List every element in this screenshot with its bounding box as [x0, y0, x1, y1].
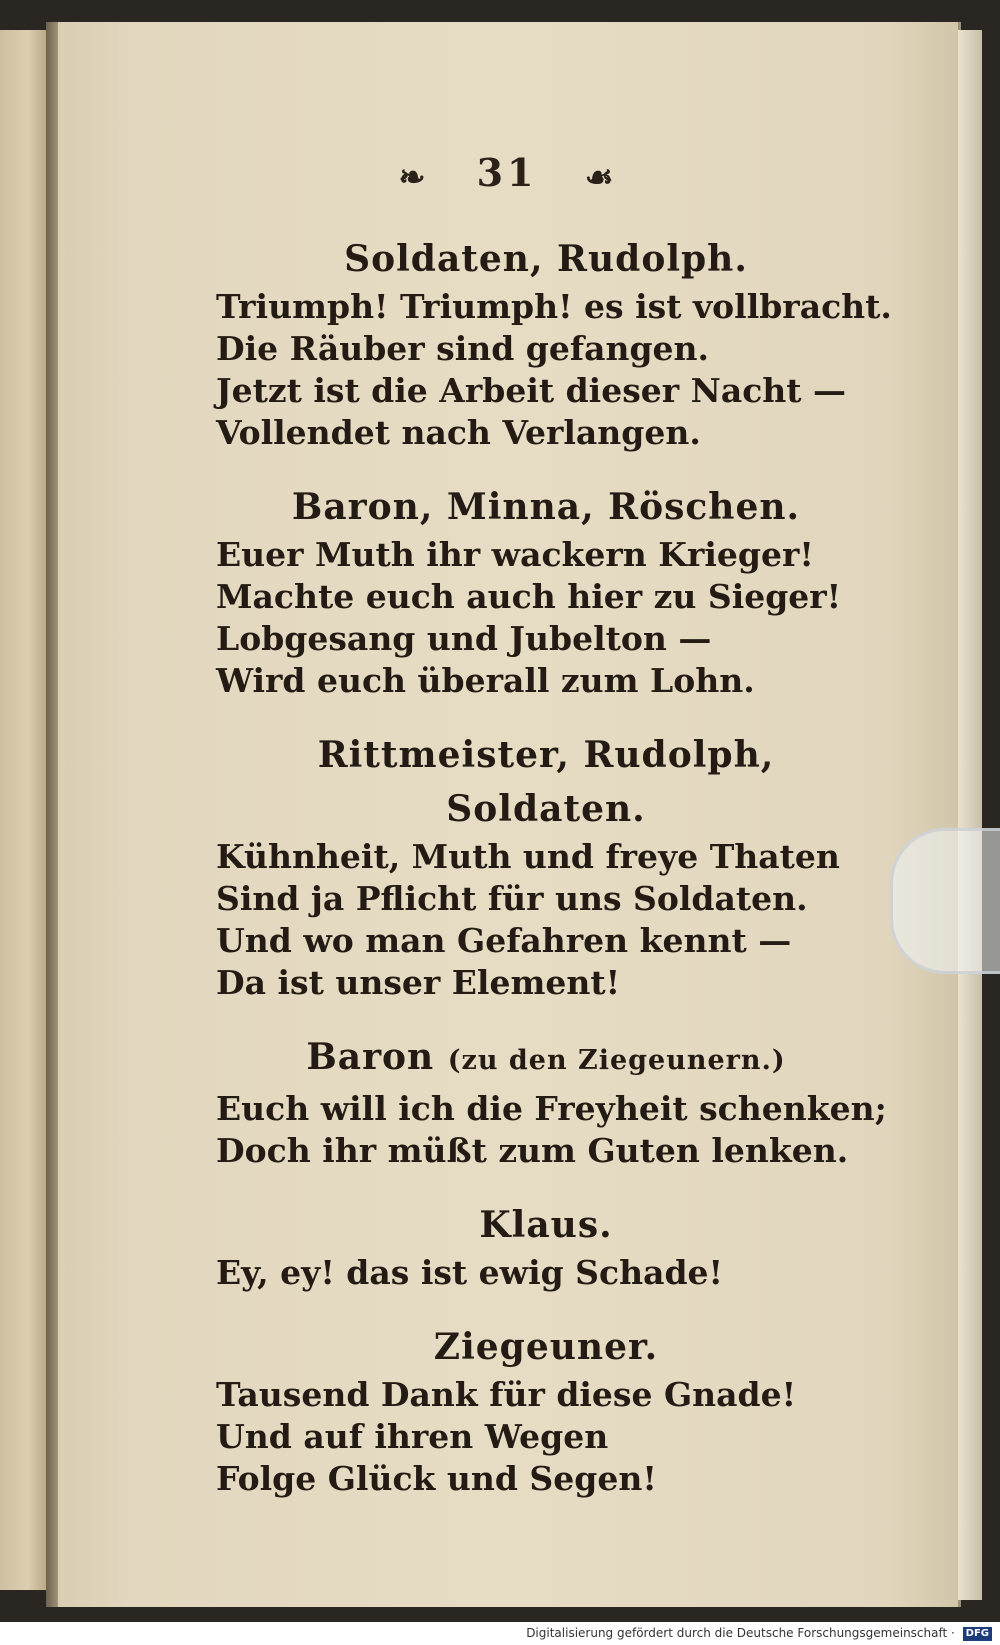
ornament-right-icon: ☙ — [584, 157, 618, 196]
verse-line: Und wo man Gefahren kennt — — [216, 921, 792, 960]
ornament-left-icon: ❧ — [398, 157, 430, 196]
verse-block — [216, 1320, 876, 1500]
verse-line: Da ist unser Element! — [216, 963, 621, 1002]
verse-block — [216, 232, 892, 454]
page-number: 31 — [476, 150, 538, 195]
verse-block — [216, 728, 876, 1004]
verse-line: Tausend Dank für diese Gnade! — [216, 1375, 797, 1414]
verse-line: Vollendet nach Verlangen. — [216, 413, 701, 452]
speaker-name: Klaus. — [479, 1204, 613, 1246]
verse-line: Folge Glück und Segen! — [216, 1459, 657, 1498]
verse-line: Ey, ey! das ist ewig Schade! — [216, 1253, 724, 1292]
stage-direction: (zu den Ziegeunern.) — [447, 1045, 786, 1076]
verse-line: Kühnheit, Muth und freye Thaten — [216, 837, 840, 876]
footer-credit: Digitalisierung gefördert durch die Deutsche Forschungsgemeinschaft · — [526, 1626, 955, 1640]
speaker-name: Soldaten, Rudolph. — [344, 238, 748, 280]
speaker-heading — [216, 1320, 876, 1374]
verse-line: Machte euch auch hier zu Sieger! — [216, 577, 842, 616]
page-stack-edge — [958, 30, 982, 1600]
dfg-logo: DFG — [963, 1627, 992, 1641]
speaker-name: Rittmeister, Rudolph, Soldaten. — [317, 734, 775, 830]
speaker-name: Baron, Minna, Röschen. — [291, 486, 801, 528]
page-clip — [890, 828, 1000, 974]
verse-line: Die Räuber sind gefangen. — [216, 329, 710, 368]
verse-block — [216, 1030, 887, 1172]
speaker-heading — [216, 232, 876, 286]
verse-block — [216, 480, 876, 702]
speaker-heading — [216, 728, 876, 836]
page-header — [58, 150, 958, 196]
verse-line: Und auf ihren Wegen — [216, 1417, 609, 1456]
verse-block — [216, 1198, 876, 1294]
book-page — [58, 22, 961, 1607]
verse-line: Sind ja Pflicht für uns Soldaten. — [216, 879, 808, 918]
facing-page-edge — [0, 30, 48, 1590]
speaker-name: Baron — [306, 1036, 435, 1078]
verse-line: Wird euch überall zum Lohn. — [216, 661, 755, 700]
verse-content — [216, 232, 892, 1526]
verse-line: Jetzt ist die Arbeit dieser Nacht — — [216, 371, 847, 410]
verse-line: Triumph! Triumph! es ist vollbracht. — [216, 287, 892, 326]
verse-line: Doch ihr müßt zum Guten lenken. — [216, 1131, 849, 1170]
speaker-heading — [216, 1030, 876, 1088]
digitization-footer — [0, 1622, 1000, 1645]
speaker-name: Ziegeuner. — [433, 1326, 659, 1368]
verse-line: Euer Muth ihr wackern Krieger! — [216, 535, 814, 574]
verse-line: Lobgesang und Jubelton — — [216, 619, 712, 658]
verse-line: Euch will ich die Freyheit schenken; — [216, 1089, 887, 1128]
speaker-heading — [216, 1198, 876, 1252]
speaker-heading — [216, 480, 876, 534]
